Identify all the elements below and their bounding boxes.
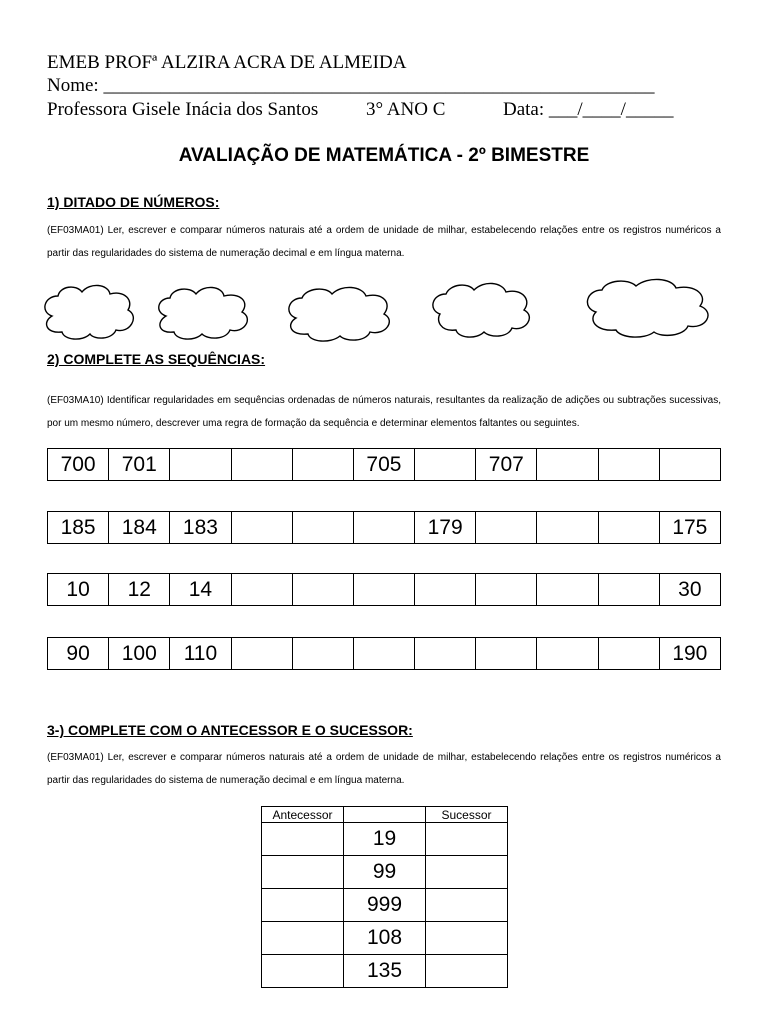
sequence-cell[interactable] bbox=[537, 574, 598, 606]
sequence-cell[interactable] bbox=[353, 574, 414, 606]
section2-skill: (EF03MA10) Identificar regularidades em sequências ordenadas de números naturais, resultantes da realização de adições ou subtrações sucessivas, por um mesmo número, descrever uma regra de formação da sequência e determinar elementos faltantes ou seguintes. bbox=[47, 395, 721, 429]
table-row bbox=[262, 889, 508, 922]
sequence-cell[interactable] bbox=[476, 574, 537, 606]
sequence-row bbox=[48, 512, 721, 544]
sequence-cell[interactable] bbox=[598, 449, 659, 481]
sequence-cell[interactable] bbox=[415, 574, 476, 606]
sequence-cell[interactable]: 90 bbox=[48, 638, 109, 670]
number-cell: 99 bbox=[344, 856, 426, 889]
sequence-cell[interactable] bbox=[231, 512, 292, 544]
sequence-cell[interactable] bbox=[537, 512, 598, 544]
sequence-cell[interactable] bbox=[231, 449, 292, 481]
sequence-cell[interactable]: 183 bbox=[170, 512, 231, 544]
sequence-cell[interactable] bbox=[292, 638, 353, 670]
number-cell: 108 bbox=[344, 922, 426, 955]
sequence-cell[interactable]: 30 bbox=[659, 574, 720, 606]
sucessor-cell[interactable] bbox=[426, 889, 508, 922]
sequence-cell[interactable] bbox=[598, 574, 659, 606]
antecessor-cell[interactable] bbox=[262, 823, 344, 856]
student-name-line: Nome: __________________________________________________________ bbox=[47, 75, 655, 96]
sequence-row bbox=[48, 638, 721, 670]
sequence-cell[interactable] bbox=[353, 512, 414, 544]
sequence-cell[interactable]: 110 bbox=[170, 638, 231, 670]
sequence-cell[interactable]: 175 bbox=[659, 512, 720, 544]
sequence-cell[interactable] bbox=[476, 638, 537, 670]
predecessor-successor-table bbox=[261, 806, 508, 988]
number-cell: 19 bbox=[344, 823, 426, 856]
sequence-table-1 bbox=[47, 448, 721, 481]
sequence-cell[interactable] bbox=[598, 638, 659, 670]
school-name: EMEB PROFª ALZIRA ACRA DE ALMEIDA bbox=[47, 52, 407, 73]
antecessor-cell[interactable] bbox=[262, 922, 344, 955]
sequence-row bbox=[48, 449, 721, 481]
sequence-cell[interactable]: 179 bbox=[415, 512, 476, 544]
section2-heading: 2) COMPLETE AS SEQUÊNCIAS: bbox=[47, 351, 266, 367]
section3-heading: 3-) COMPLETE COM O ANTECESSOR E O SUCESSOR: bbox=[47, 722, 413, 738]
teacher-name: Professora Gisele Inácia dos Santos bbox=[47, 99, 319, 120]
col-sucessor: Sucessor bbox=[426, 807, 508, 823]
sequence-cell[interactable]: 10 bbox=[48, 574, 109, 606]
sucessor-cell[interactable] bbox=[426, 856, 508, 889]
antecessor-cell[interactable] bbox=[262, 889, 344, 922]
sequence-table-3 bbox=[47, 573, 721, 606]
sequence-row bbox=[48, 574, 721, 606]
sequence-cell[interactable] bbox=[415, 638, 476, 670]
number-cell: 999 bbox=[344, 889, 426, 922]
sequence-cell[interactable]: 705 bbox=[353, 449, 414, 481]
sequence-cell[interactable]: 707 bbox=[476, 449, 537, 481]
col-antecessor: Antecessor bbox=[262, 807, 344, 823]
table-row bbox=[262, 922, 508, 955]
sequence-cell[interactable] bbox=[292, 449, 353, 481]
sequence-cell[interactable] bbox=[170, 449, 231, 481]
date-line: Data: ___/____/_____ bbox=[503, 99, 674, 120]
sequence-cell[interactable] bbox=[353, 638, 414, 670]
section1-heading: 1) DITADO DE NÚMEROS: bbox=[47, 194, 220, 210]
table-row bbox=[262, 856, 508, 889]
sequence-cell[interactable] bbox=[659, 449, 720, 481]
sequence-cell[interactable] bbox=[537, 638, 598, 670]
col-numero bbox=[344, 807, 426, 823]
sequence-cell[interactable] bbox=[292, 574, 353, 606]
cloud-answer-3 bbox=[289, 287, 389, 341]
sequence-cell[interactable]: 14 bbox=[170, 574, 231, 606]
sucessor-cell[interactable] bbox=[426, 955, 508, 988]
antecessor-cell[interactable] bbox=[262, 856, 344, 889]
cloud-answer-1 bbox=[45, 285, 133, 339]
sequence-cell[interactable]: 701 bbox=[109, 449, 170, 481]
sequence-cell[interactable] bbox=[292, 512, 353, 544]
sequence-cell[interactable] bbox=[231, 574, 292, 606]
sucessor-cell[interactable] bbox=[426, 922, 508, 955]
sequence-cell[interactable] bbox=[415, 449, 476, 481]
sequence-cell[interactable] bbox=[598, 512, 659, 544]
section1-skill: (EF03MA01) Ler, escrever e comparar números naturais até a ordem de unidade de milhar, estabelecendo relações entre os registros numéricos a partir das regularidades do sistema de numeração decimal e em língua materna. bbox=[47, 225, 721, 259]
sequence-cell[interactable] bbox=[231, 638, 292, 670]
sequence-table-2 bbox=[47, 511, 721, 544]
table-row bbox=[262, 955, 508, 988]
sequence-table-4 bbox=[47, 637, 721, 670]
number-cell: 135 bbox=[344, 955, 426, 988]
sequence-cell[interactable]: 12 bbox=[109, 574, 170, 606]
sequence-cell[interactable]: 185 bbox=[48, 512, 109, 544]
cloud-answer-2 bbox=[159, 287, 248, 339]
grade-label: 3° ANO C bbox=[366, 99, 446, 120]
sequence-cell[interactable] bbox=[476, 512, 537, 544]
answer-clouds bbox=[0, 276, 768, 346]
antecessor-cell[interactable] bbox=[262, 955, 344, 988]
page-title: AVALIAÇÃO DE MATEMÁTICA - 2º BIMESTRE bbox=[178, 145, 590, 166]
sequence-cell[interactable] bbox=[537, 449, 598, 481]
sucessor-cell[interactable] bbox=[426, 823, 508, 856]
cloud-answer-5 bbox=[587, 279, 708, 337]
sequence-cell[interactable]: 184 bbox=[109, 512, 170, 544]
cloud-answer-4 bbox=[433, 283, 529, 337]
sequence-cell[interactable]: 100 bbox=[109, 638, 170, 670]
table-row bbox=[262, 823, 508, 856]
section3-skill: (EF03MA01) Ler, escrever e comparar números naturais até a ordem de unidade de milhar, estabelecendo relações entre os registros numéricos a partir das regularidades do sistema de numeração decimal e em língua materna. bbox=[47, 752, 721, 786]
table-header-row bbox=[262, 807, 508, 823]
sequence-cell[interactable]: 190 bbox=[659, 638, 720, 670]
sequence-cell[interactable]: 700 bbox=[48, 449, 109, 481]
